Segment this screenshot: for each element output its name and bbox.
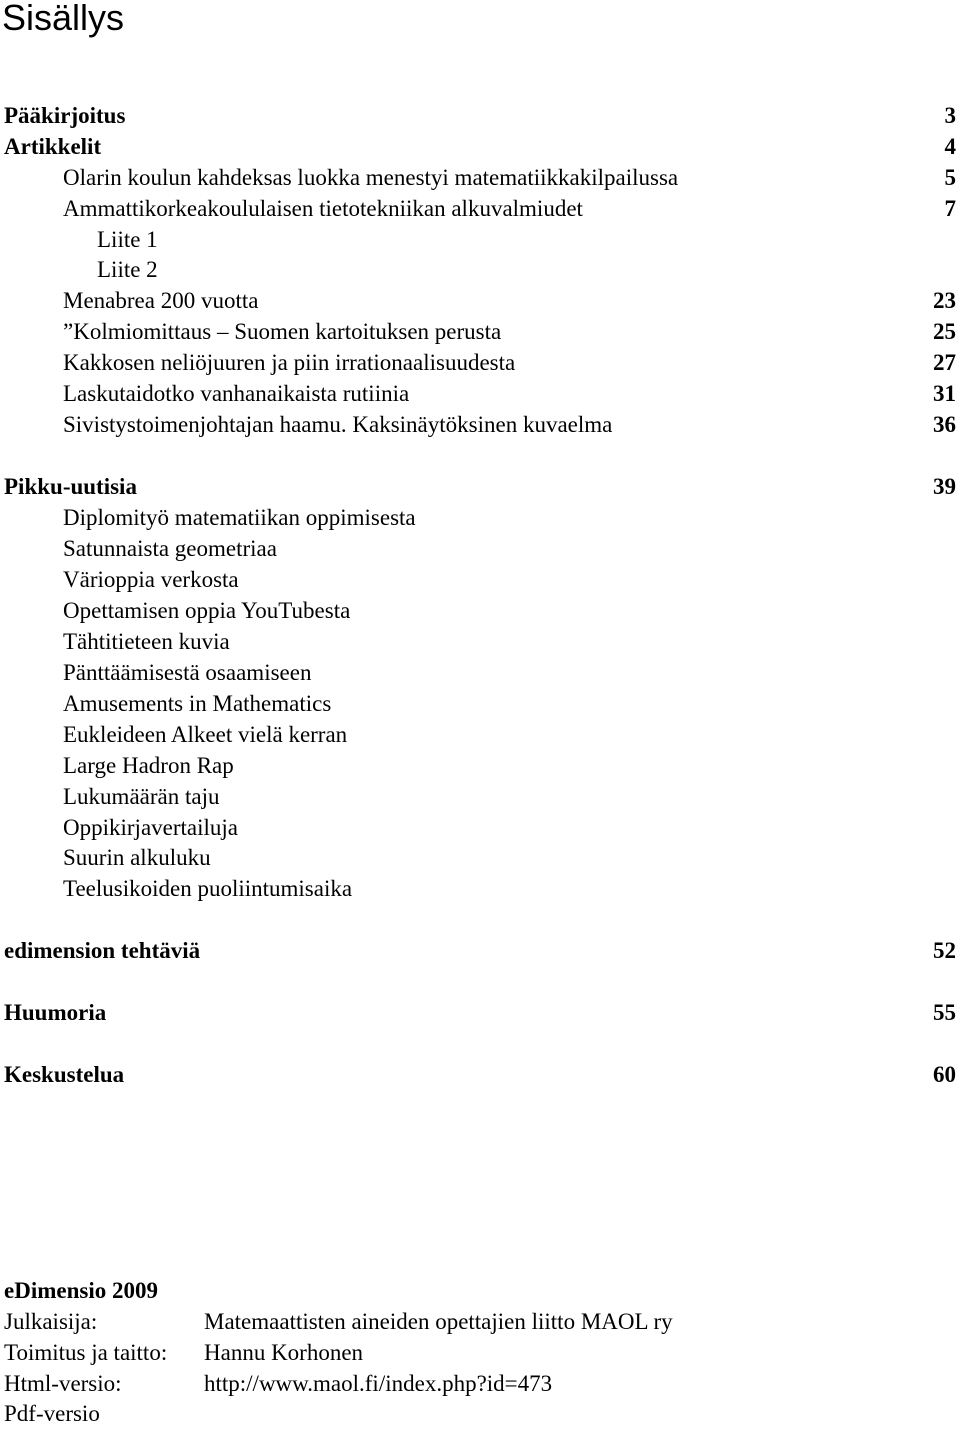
toc-entry-page: 5 xyxy=(944,165,956,190)
toc-entry-page: 60 xyxy=(933,1062,956,1087)
toc-entry-label: Opettamisen oppia YouTubesta xyxy=(63,598,351,623)
toc-entry[interactable] xyxy=(0,316,960,347)
toc-entry-label: Tähtitieteen kuvia xyxy=(63,629,230,654)
toc-entry[interactable] xyxy=(0,1059,960,1090)
toc-entry-label: Keskustelua xyxy=(4,1062,125,1087)
toc-entry[interactable] xyxy=(0,873,960,904)
toc-entry-label: Liite 1 xyxy=(97,227,158,252)
imprint-value: Hannu Korhonen xyxy=(204,1340,364,1365)
toc-entry[interactable] xyxy=(0,193,960,224)
toc-entry-label: Pänttäämisestä osaamiseen xyxy=(63,660,312,685)
toc-entry[interactable] xyxy=(0,347,960,378)
imprint-key: Toimitus ja taitto: xyxy=(4,1340,168,1365)
toc-entry-label: Diplomityö matematiikan oppimisesta xyxy=(63,505,416,530)
imprint-row-html-version xyxy=(0,1368,960,1399)
toc-entry-label: Oppikirjavertailuja xyxy=(63,815,238,840)
toc-entry-label: Artikkelit xyxy=(4,134,102,159)
toc-entry-page: 39 xyxy=(933,474,956,499)
toc-entry[interactable] xyxy=(0,595,960,626)
toc-entry-label: Satunnaista geometriaa xyxy=(63,536,277,561)
toc-entry[interactable] xyxy=(0,997,960,1028)
page-title: Sisällys xyxy=(2,0,125,38)
toc-entry-label: Suurin alkuluku xyxy=(63,845,211,870)
toc-entry-label: Sivistystoimenjohtajan haamu. Kaksinäytöksinen kuvaelma xyxy=(63,412,613,437)
toc-entry-label: edimension tehtäviä xyxy=(4,938,201,963)
toc-entry-label: Laskutaidotko vanhanaikaista rutiinia xyxy=(63,381,410,406)
toc-entry[interactable] xyxy=(0,657,960,688)
imprint-row-pdf-version xyxy=(0,1398,960,1429)
imprint-url-link[interactable]: http://www.maol.fi/index.php?id=473 xyxy=(204,1371,553,1396)
toc-entry-label: Pikku-uutisia xyxy=(4,474,137,499)
toc-entry-label: Huumoria xyxy=(4,1000,107,1025)
toc-entry-page: 23 xyxy=(933,288,956,313)
toc-entry-label: Menabrea 200 vuotta xyxy=(63,288,259,313)
toc-entry[interactable] xyxy=(0,100,960,131)
toc-entry-label: Amusements in Mathematics xyxy=(63,691,332,716)
toc-entry-page: 55 xyxy=(933,1000,956,1025)
toc-entry[interactable] xyxy=(0,409,960,440)
toc-entry-label: Eukleideen Alkeet vielä kerran xyxy=(63,722,348,747)
toc-entry-label: Liite 2 xyxy=(97,257,158,282)
toc-entry[interactable] xyxy=(0,162,960,193)
toc-entry[interactable] xyxy=(0,533,960,564)
toc-entry[interactable] xyxy=(0,131,960,162)
toc-entry-page: 3 xyxy=(944,103,956,128)
toc-entry-page: 4 xyxy=(944,134,956,159)
toc-entry-page: 36 xyxy=(933,412,956,437)
toc-entry[interactable] xyxy=(0,750,960,781)
toc-entry[interactable] xyxy=(0,781,960,812)
toc-entry[interactable] xyxy=(0,254,960,285)
imprint-key: Pdf-versio xyxy=(4,1401,100,1426)
toc-entry[interactable] xyxy=(0,719,960,750)
imprint-key: Html-versio: xyxy=(4,1371,122,1396)
toc-entry-label: Pääkirjoitus xyxy=(4,103,126,128)
toc-entry-page: 7 xyxy=(944,196,956,221)
toc-entry-page: 27 xyxy=(933,350,956,375)
toc-entry[interactable] xyxy=(0,471,960,502)
toc-entry-label: Teelusikoiden puoliintumisaika xyxy=(63,876,353,901)
toc-entry[interactable] xyxy=(0,502,960,533)
toc-entry[interactable] xyxy=(0,378,960,409)
toc-entry-label: Kakkosen neliöjuuren ja piin irrationaalisuudesta xyxy=(63,350,516,375)
toc-entry[interactable] xyxy=(0,626,960,657)
toc-entry-label: Lukumäärän taju xyxy=(63,784,220,809)
toc-entry[interactable] xyxy=(0,935,960,966)
toc-entry[interactable] xyxy=(0,842,960,873)
toc-entry-label: Ammattikorkeakoululaisen tietotekniikan alkuvalmiudet xyxy=(63,196,583,221)
toc-entry-label: Värioppia verkosta xyxy=(63,567,239,592)
imprint-value: Matemaattisten aineiden opettajien liitto MAOL ry xyxy=(204,1309,673,1334)
toc-entry[interactable] xyxy=(0,812,960,843)
toc-entry-label: ”Kolmiomittaus – Suomen kartoituksen perusta xyxy=(63,319,502,344)
toc-entry-page: 52 xyxy=(933,938,956,963)
toc-entry-label: Large Hadron Rap xyxy=(63,753,234,778)
imprint-row-publisher xyxy=(0,1306,960,1337)
toc-entry[interactable] xyxy=(0,688,960,719)
imprint-title: eDimensio 2009 xyxy=(4,1278,158,1303)
toc-entry-label: Olarin koulun kahdeksas luokka menestyi matematiikkakilpailussa xyxy=(63,165,679,190)
imprint-key: Julkaisija: xyxy=(4,1309,98,1334)
toc-entry[interactable] xyxy=(0,564,960,595)
toc-entry[interactable] xyxy=(0,285,960,316)
toc-entry-page: 31 xyxy=(933,381,956,406)
imprint-row-editor xyxy=(0,1337,960,1368)
toc-entry-page: 25 xyxy=(933,319,956,344)
toc-entry[interactable] xyxy=(0,224,960,255)
